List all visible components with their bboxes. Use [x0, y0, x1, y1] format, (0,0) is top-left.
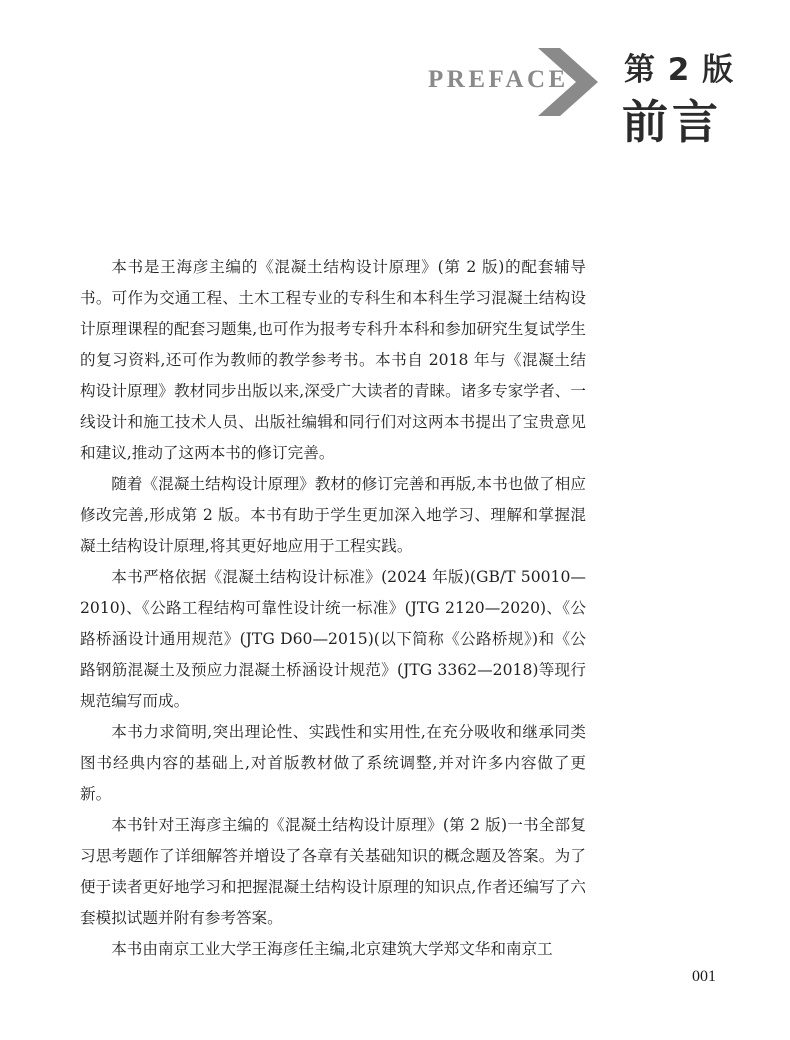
paragraph-3: 本书严格依据《混凝土结构设计标准》(2024 年版)(GB/T 50010—2010)、《公路工程结构可靠性设计统一标准》(JTG 2120—2020)、《公路桥涵设计通用规范》(JTG D60—2015)(以下简称《公路桥规》)和《公路钢筋混凝土及预应力混凝土桥涵设计规范》(JTG 3362—2018)等现行规范编写而成。: [80, 568, 586, 710]
page-header: [0, 0, 790, 150]
edition-label: 第 2 版: [624, 52, 735, 88]
chevron-arrow-icon: [538, 48, 608, 116]
paragraph-1: 本书是王海彦主编的《混凝土结构设计原理》(第 2 版)的配套辅导书。可作为交通工程、土木工程专业的专科生和本科生学习混凝土结构设计原理课程的配套习题集,也可作为报考专科升本科和参加研究生复试学生的复习资料,还可作为教师的教学参考书。本书自 2018 年与《混凝土结构设计原理》教材同步出版以来,深受广大读者的青睐。诸多专家学者、一线设计和施工技术人员、出版社编辑和同行们对这两本书提出了宝贵意见和建议,推动了这两本书的修订完善。: [80, 258, 586, 462]
page-number: 001: [692, 968, 716, 985]
paragraph-5: 本书针对王海彦主编的《混凝土结构设计原理》(第 2 版)一书全部复习思考题作了详细解答并增设了各章有关基础知识的概念题及答案。为了便于读者更好地学习和把握混凝土结构设计原理的知识点,作者还编写了六套模拟试题并附有参考答案。: [80, 816, 586, 927]
paragraph-6: 本书由南京工业大学王海彦任主编,北京建筑大学郑文华和南京工: [111, 940, 553, 958]
page-title: 前言: [622, 95, 722, 149]
paragraph-2: 随着《混凝土结构设计原理》教材的修订完善和再版,本书也做了相应修改完善,形成第 2 版。本书有助于学生更加深入地学习、理解和掌握混凝土结构设计原理,将其更好地应用于工程实践。: [80, 475, 586, 555]
preface-word: PREFACE: [428, 66, 569, 93]
preface-body: [80, 252, 586, 965]
paragraph-4: 本书力求简明,突出理论性、实践性和实用性,在充分吸收和继承同类图书经典内容的基础上,对首版教材做了系统调整,并对许多内容做了更新。: [80, 723, 586, 803]
